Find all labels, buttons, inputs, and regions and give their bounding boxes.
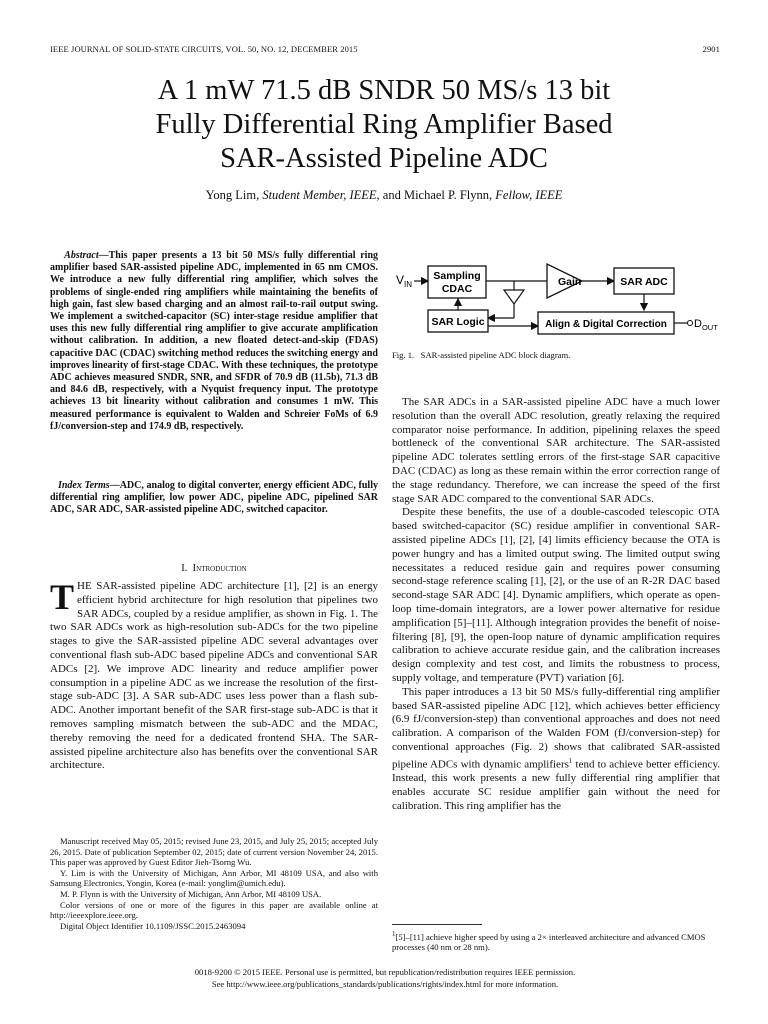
abstract [50, 250, 378, 433]
sar-logic-label: SAR Logic [431, 316, 485, 328]
index-terms [50, 480, 378, 517]
footnote-doi: Digital Object Identifier 10.1109/JSSC.2015.2463094 [60, 920, 246, 931]
author-1-role: Student Member, IEEE [262, 188, 377, 202]
paragraph-2: Despite these benefits, the use of a double-cascoded telescopic OTA based switched-capacitor (SC) residue amplifier in conventional SAR-assisted pipeline ADCs [1], [2], [4] limits efficiency because the OTA is power hungry and has a limited output swing. The limited output swing necessitates a reduced residue gain and requires power consuming second-stage reference scaling [1], [2], or the use of an R-2R DAC based second-stage SAR ADC [4]. Dynamic amplifiers, which operate as open-loop time-domain integrators, are a lower power alternative for residue amplification [5]–[11]. Although integration provides the benefit of noise-filtering [8], [9], the open-loop nature of dynamic amplification requires calibration to achieve accurate residue gain, and the calibration increases design complexity and test cost, and limits the robustness to process, supply voltage, and temperature (PVT) variation [6]. [392, 506, 720, 684]
section-title: Introduction [192, 563, 247, 574]
abstract-label: Abstract [64, 250, 99, 261]
footnote-affil-flynn: M. P. Flynn is with the University of Michigan, Ann Arbor, MI 48109 USA. [60, 888, 322, 899]
copyright-line-2: See http://www.ieee.org/publications_standards/publications/rights/index.html for more information. [211, 979, 559, 989]
footnote-1 [392, 929, 720, 953]
section-heading [50, 563, 378, 574]
paper-title [40, 74, 728, 176]
title-line-2: Fully Differential Ring Amplifier Based [155, 109, 613, 140]
dout-label: $D_{OUT}$ [694, 318, 718, 332]
title-line-3: SAR-Assisted Pipeline ADC [220, 143, 548, 174]
intro-paragraph [50, 577, 378, 773]
gain-label: Gain [558, 276, 582, 288]
footnote-color: Color versions of one or more of the figures in this paper are available online at http://ieeexplore.ieee.org. [50, 899, 378, 921]
manuscript-footnotes [50, 836, 378, 931]
author-line [40, 188, 728, 203]
sar-adc-label: SAR ADC [620, 276, 668, 288]
right-column-body [392, 396, 720, 814]
footnote-manuscript: Manuscript received May 05, 2015; revised June 23, 2015, and July 25, 2015; accepted July 26, 2015. Date of publication September 02, 2015; date of current version November 24, 2015. This paper was approved by Guest Editor Jieh-Tsorng Wu. [50, 836, 378, 868]
author-2-role: Fellow, IEEE [495, 188, 563, 202]
abstract-text: —This paper presents a 13 bit 50 MS/s fully differential ring amplifier based SAR-assisted pipeline ADC, implemented in 65 nm CMOS. We introduce a new fully differential ring amplifier, which solves the problems of single-ended ring amplifiers while maintaining the benefits of high gain, fast slew based charging and an almost rail-to-rail output swing. We implement a switched-capacitor (SC) inter-stage residue amplifier that uses this new fully differential ring amplifier to give accurate amplification without calibration. In addition, a new floated detect-and-skip (FDAS) capacitive DAC (CDAC) switching method reduces the switching energy and improves linearity of first-stage CDAC. With these techniques, the prototype ADC achieves measured SNDR, SNR, and SFDR of 70.9 dB (11.5b), 71.3 dB and 84.6 dB, respectively, with a Nyquist frequency input. The prototype achieves 13 bit linearity without calibration and consumes 1 mW. This measured performance is equivalent to Walden and Schreier FoMs of 6.9 fJ/conversion-step and 174.9 dB, respectively. [50, 250, 379, 432]
figure-1 [392, 248, 720, 348]
journal-line: IEEE JOURNAL OF SOLID-STATE CIRCUITS, VOL. 50, NO. 12, DECEMBER 2015 [50, 44, 358, 54]
intro-text: HE SAR-assisted pipeline ADC architecture [1], [2] is an energy efficient hybrid architecture for high resolution that pipelines two SAR ADCs, coupled by a residue amplifier, as shown in Fig. 1. The two SAR ADCs work as high-resolution sub-ADCs for the two pipeline stages to give the SAR-assisted pipeline ADC several advantages over conventional flash sub-ADC based pipeline ADCs and conventional SAR ADCs [2]. We improve ADC linearity and reduce amplifier power consumption in a pipeline ADC as we increase the resolution of the first-stage sub-ADC [3]. A SAR sub-ADC uses less power than a flash sub-ADC. Another important benefit of the SAR first-stage sub-ADC is that it removes sampling mismatch between the sub-ADC and the MDAC, thereby removing the need for a dedicated frontend SHA. The SAR-assisted pipeline architecture also has benefits over the conventional SAR architecture. [50, 580, 378, 772]
footnote-1-mark: 1 [392, 930, 396, 938]
paragraph-1: The SAR ADCs in a SAR-assisted pipeline ADC have a much lower resolution than the overall ADC resolution, greatly relaxing the required comparator noise performance. In addition, pipelining relaxes the speed bottleneck of the conventional SAR architecture. The SAR-assisted pipeline ADC tolerates settling errors of the first-stage SAR capacitive DAC (CDAC) as long as these remain within the error correction range of the stage redundancy. Therefore, we can increase the speed of the first stage SAR ADC compared to the conventional SAR ADCs. [392, 396, 720, 505]
cdac-label: CDAC [441, 283, 473, 295]
page-number: 2901 [702, 44, 720, 54]
index-terms-label: Index Terms [57, 480, 110, 491]
paragraph-3-b: tend to achieve better efficiency. Instead, this work presents a new fully differential ring amplifier that enables accurate SC residue amplifier gain without the need for calibration. This ring amplifier has the [392, 758, 720, 812]
paragraph-3-a: This paper introduces a 13 bit 50 MS/s fully-differential ring amplifier based SAR-assisted pipeline ADC [12], which achieves better efficiency (6.9 fJ/conversion-step) than conventional approaches and does not need calibration. A comparison of the Walden FOM (fJ/conversion-step) for conventional approaches (Fig. 2) shows that calibrated SAR-assisted pipeline ADCs with dynamic amplifiers [392, 685, 720, 771]
author-2: , and Michael P. Flynn, [376, 188, 493, 202]
figure-caption-text: SAR-assisted pipeline ADC block diagram. [420, 350, 571, 360]
copyright-notice [60, 966, 710, 990]
drop-cap: T [50, 577, 75, 617]
footnote-1-text: [5]–[11] achieve higher speed by using a 2× interleaved architecture and advanced CMOS processes (40 nm or 28 nm). [392, 931, 706, 953]
vin-label: $V_{IN}$ [396, 273, 413, 289]
footnote-ref-1: 1 [568, 756, 573, 765]
copyright-line-1: 0018-9200 © 2015 IEEE. Personal use is permitted, but republication/redistribution requires IEEE permission. [194, 967, 576, 977]
comparator-icon [504, 290, 524, 304]
section-number: I. [181, 563, 188, 574]
block-diagram [392, 248, 720, 348]
running-header [50, 44, 720, 54]
footnote-affil-lim: Y. Lim is with the University of Michigan, Ann Arbor, MI 48109 USA, and also with Samsung Electronics, Yongin, Korea (e-mail: yonglim@umich.edu). [50, 867, 378, 889]
paragraph-3 [392, 686, 720, 814]
sampling-label: Sampling [433, 270, 481, 282]
figure-caption-label: Fig. 1. [392, 350, 415, 360]
footnote-rule [392, 924, 482, 925]
author-1: Yong Lim, [205, 188, 260, 202]
title-line-1: A 1 mW 71.5 dB SNDR 50 MS/s 13 bit [157, 75, 611, 106]
index-terms-text: —ADC, analog to digital converter, energy efficient ADC, fully differential ring amplifier, low power ADC, pipeline ADC, pipelined SAR ADC, SAR ADC, SAR-assisted pipeline ADC, switched capacitor. [50, 480, 378, 516]
figure-1-caption [392, 350, 720, 360]
align-label: Align & Digital Correction [545, 319, 667, 330]
